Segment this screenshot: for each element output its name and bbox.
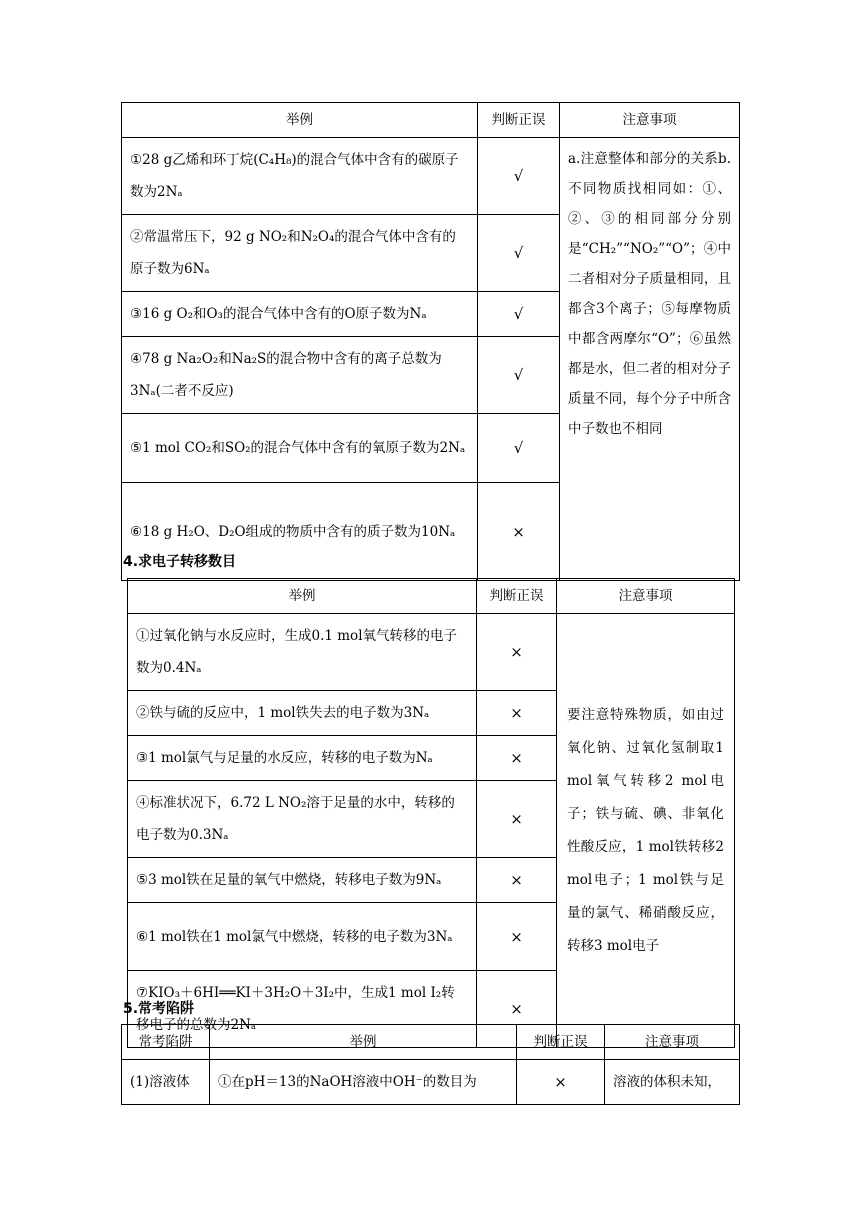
example-cell: ⑥18 g H₂O、D₂O组成的物质中含有的质子数为10Nₐ <box>122 483 478 581</box>
note-cell: 溶液的体积未知， <box>605 1060 740 1105</box>
judge-cell: × <box>477 736 557 781</box>
section-heading: 5.常考陷阱 <box>123 1001 195 1017</box>
trap-cell: (1)溶液体 <box>122 1060 210 1105</box>
table-header-row <box>122 1025 740 1060</box>
table-row <box>122 138 740 215</box>
judge-cell: × <box>517 1060 605 1105</box>
header-note: 注意事项 <box>560 103 740 138</box>
judge-cell: √ <box>478 138 560 215</box>
example-cell: ①28 g乙烯和环丁烷(C₄H₈)的混合气体中含有的碳原子数为2Nₐ <box>122 138 478 215</box>
note-cell: a.注意整体和部分的关系b.不同物质找相同如：①、②、③的相同部分分别是“CH₂”“NO₂”“O”；④中二者相对分子质量相同，且都含3个离子；⑤每摩物质中都含两摩尔“O”；⑥虽然都是水，但二者的相对分子质量不同，每个分子中所含中子数也不相同 <box>560 138 740 581</box>
example-cell: ①过氧化钠与水反应时，生成0.1 mol氧气转移的电子数为0.4Nₐ <box>128 614 477 691</box>
example-cell: ②铁与硫的反应中，1 mol铁失去的电子数为3Nₐ <box>128 691 477 736</box>
header-example: 举例 <box>128 579 477 614</box>
table-row <box>128 614 735 691</box>
note-cell: 要注意特殊物质，如由过氧化钠、过氧化氢制取1 mol氧气转移2 mol电子；铁与硫、碘、非氧化性酸反应，1 mol铁转移2 mol电子；1 mol铁与足量的氯气、稀硝酸反应，转移3 mol电子 <box>557 614 735 1048</box>
example-cell: ⑥1 mol铁在1 mol氯气中燃烧，转移的电子数为3Nₐ <box>128 903 477 971</box>
judge-cell: × <box>477 614 557 691</box>
judge-cell: × <box>477 781 557 858</box>
section-heading: 4.求电子转移数目 <box>123 554 237 570</box>
example-cell: ④78 g Na₂O₂和Na₂S的混合物中含有的离子总数为3Nₐ(二者不反应) <box>122 337 478 414</box>
table-electron-transfer <box>127 578 735 1048</box>
example-cell: ⑤3 mol铁在足量的氧气中燃烧，转移电子数为9Nₐ <box>128 858 477 903</box>
table-particle-count <box>121 102 740 581</box>
judge-cell: × <box>477 858 557 903</box>
judge-cell: √ <box>478 337 560 414</box>
example-cell: ④标准状况下，6.72 L NO₂溶于足量的水中，转移的电子数为0.3Nₐ <box>128 781 477 858</box>
example-cell: ③16 g O₂和O₃的混合气体中含有的O原子数为Nₐ <box>122 292 478 337</box>
example-cell: ⑦KIO₃＋6HI══KI＋3H₂O＋3I₂中，生成1 mol I₂转移电子的总数为2Nₐ <box>128 971 477 1048</box>
header-judge: 判断正误 <box>517 1025 605 1060</box>
table-header-row <box>128 579 735 614</box>
example-cell: ③1 mol氯气与足量的水反应，转移的电子数为Nₐ <box>128 736 477 781</box>
judge-cell: √ <box>478 292 560 337</box>
header-judge: 判断正误 <box>477 579 557 614</box>
judge-cell: √ <box>478 414 560 483</box>
table-row <box>122 1060 740 1105</box>
judge-cell: × <box>477 903 557 971</box>
header-example: 举例 <box>210 1025 517 1060</box>
header-example: 举例 <box>122 103 478 138</box>
judge-cell: × <box>478 483 560 581</box>
table-common-traps <box>121 1024 740 1105</box>
example-cell: ②常温常压下，92 g NO₂和N₂O₄的混合气体中含有的原子数为6Nₐ <box>122 215 478 292</box>
judge-cell: √ <box>478 215 560 292</box>
example-cell: ①在pH＝13的NaOH溶液中OH⁻的数目为 <box>210 1060 517 1105</box>
header-note: 注意事项 <box>605 1025 740 1060</box>
table-header-row <box>122 103 740 138</box>
example-cell: ⑤1 mol CO₂和SO₂的混合气体中含有的氧原子数为2Nₐ <box>122 414 478 483</box>
judge-cell: × <box>477 971 557 1048</box>
header-judge: 判断正误 <box>478 103 560 138</box>
header-note: 注意事项 <box>557 579 735 614</box>
judge-cell: × <box>477 691 557 736</box>
header-trap: 常考陷阱 <box>122 1025 210 1060</box>
